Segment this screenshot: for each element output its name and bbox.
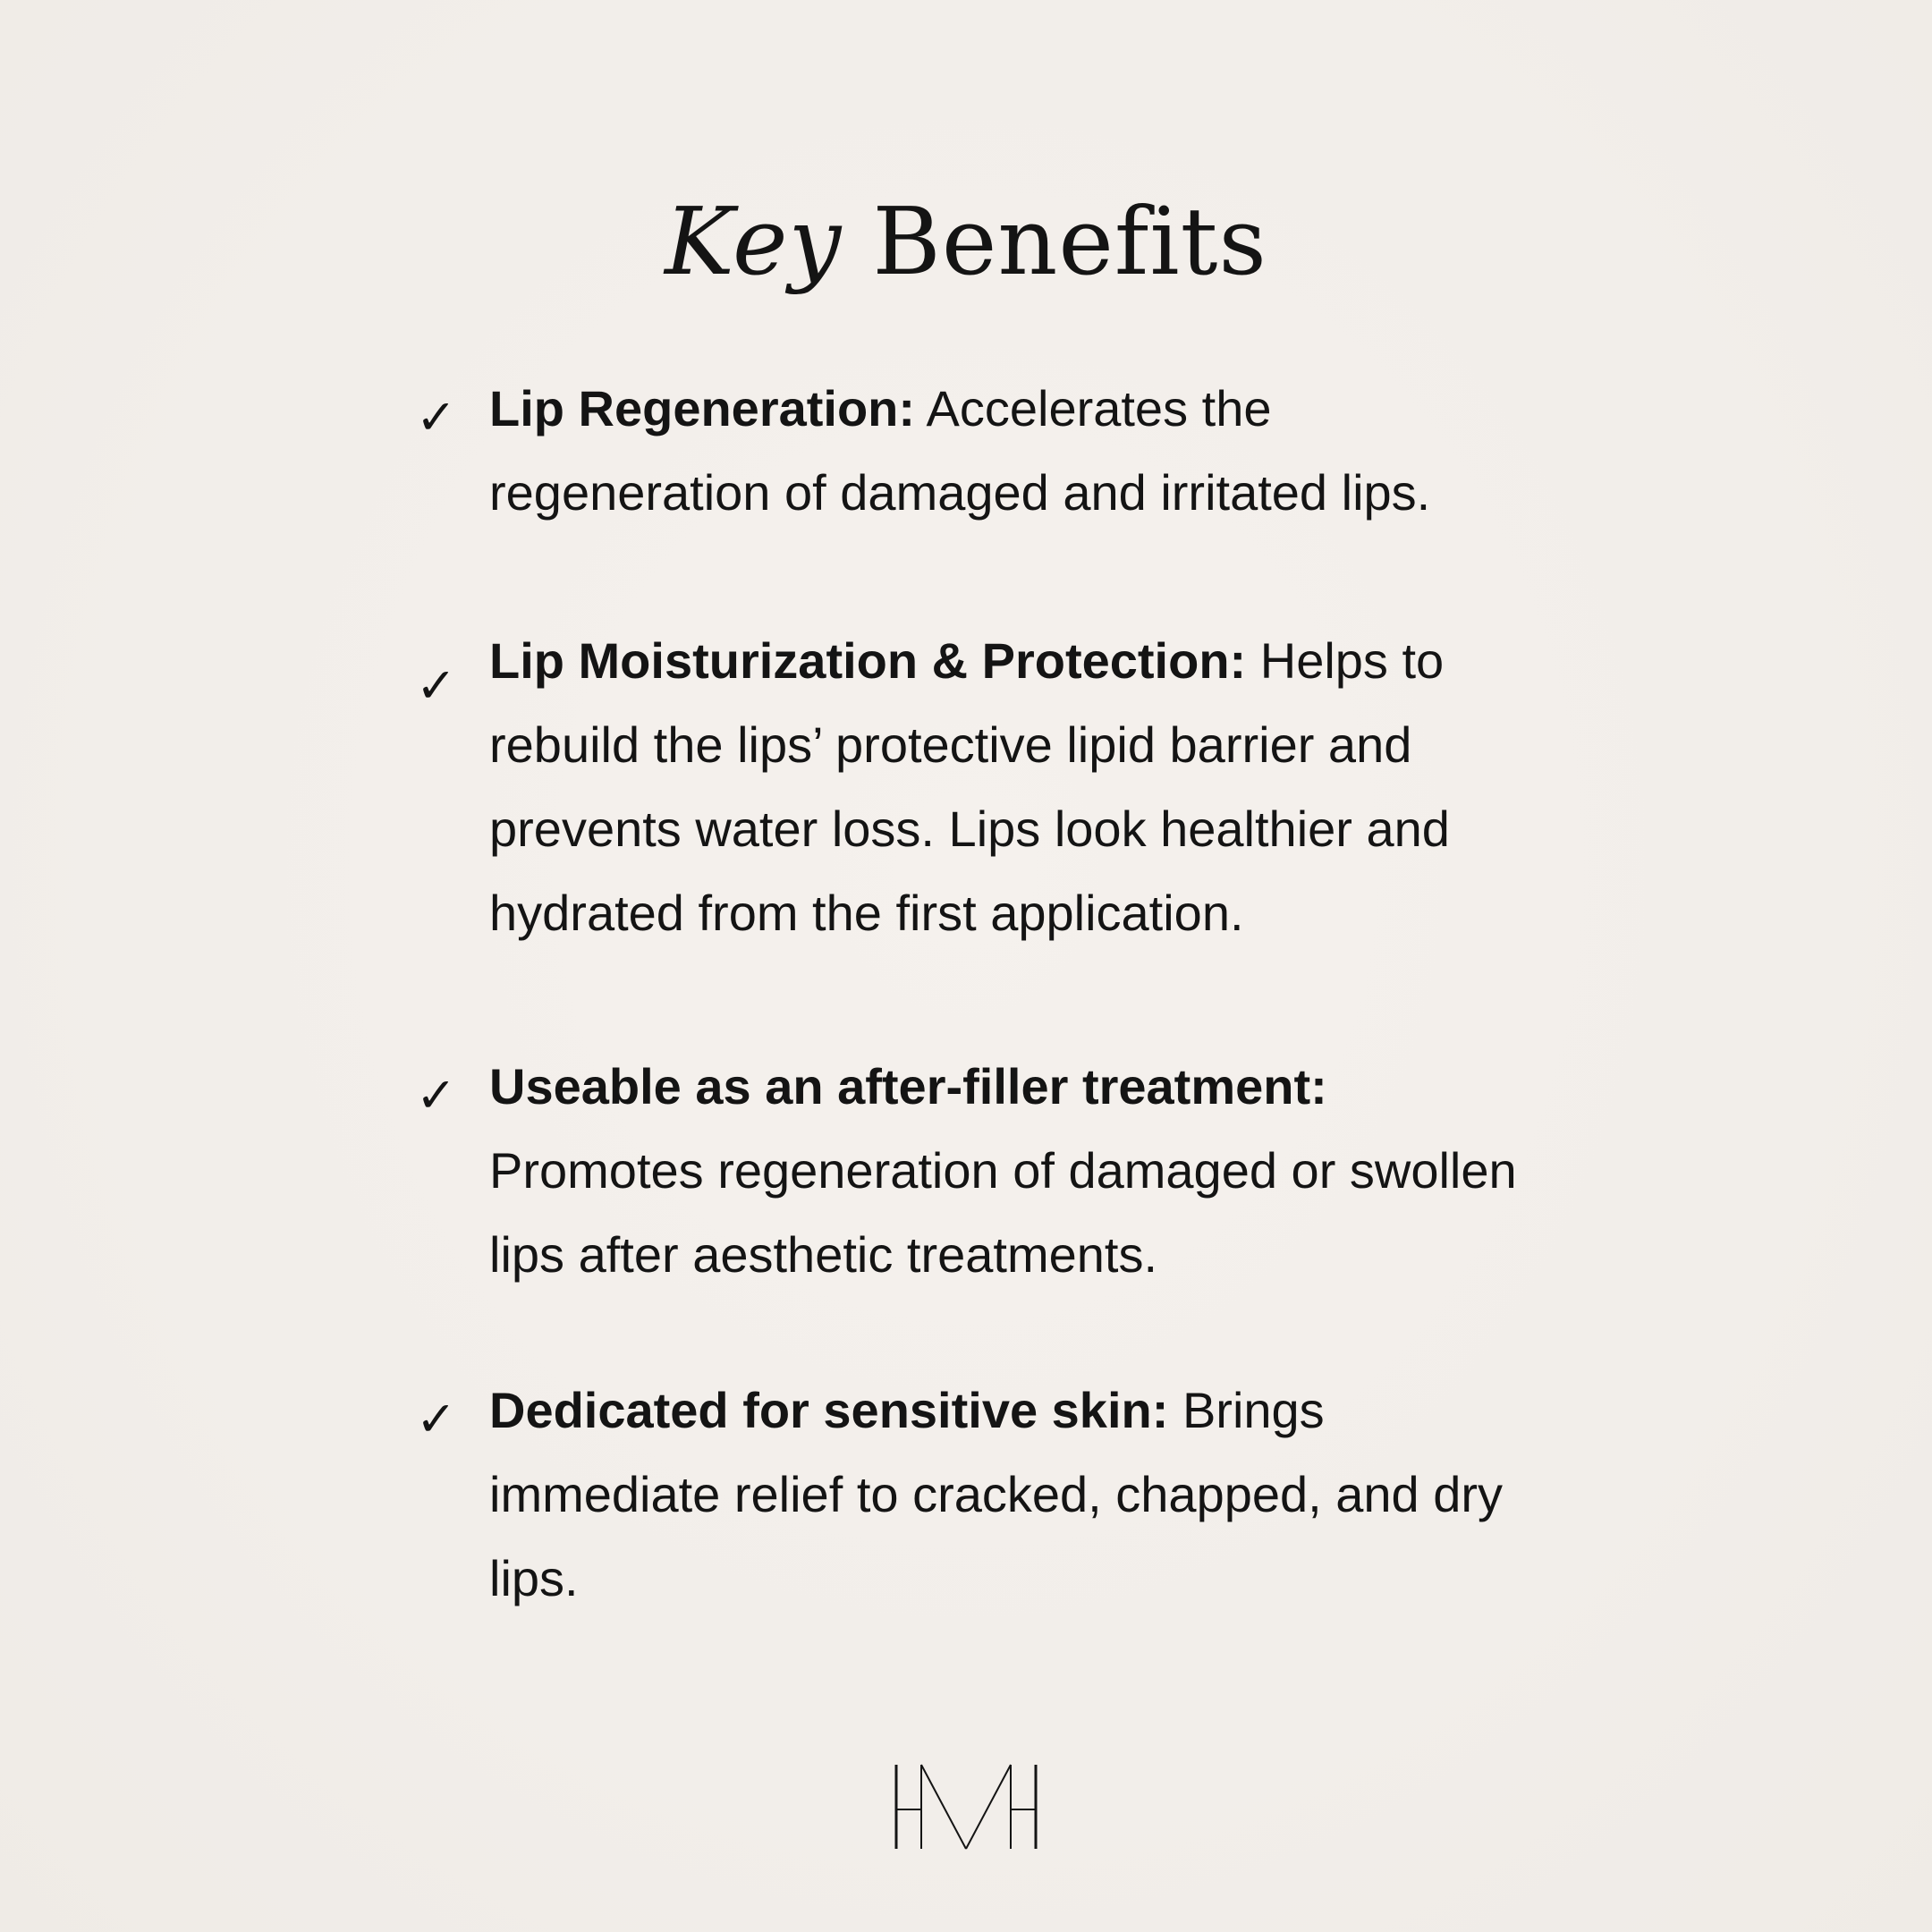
benefit-heading: Lip Regeneration:	[489, 380, 916, 436]
benefit-text	[489, 1045, 1527, 1297]
checkmark-icon: ✓	[416, 1391, 457, 1447]
title-italic-word: Key	[665, 187, 843, 296]
benefit-text	[489, 1368, 1527, 1621]
benefit-text	[489, 619, 1527, 955]
benefit-heading: Lip Moisturization & Protection:	[489, 632, 1247, 689]
benefit-heading: Dedicated for sensitive skin:	[489, 1382, 1169, 1438]
checkmark-icon: ✓	[416, 657, 457, 714]
benefit-heading: Useable as an after-filler treatment:	[489, 1058, 1327, 1114]
title-word: Benefits	[872, 187, 1267, 296]
benefit-description: Accelerates the regeneration of damaged and irritated lips.	[489, 380, 1431, 521]
benefit-text	[489, 367, 1527, 535]
checkmark-icon: ✓	[416, 1067, 457, 1123]
monogram-logo	[859, 1758, 1073, 1856]
benefit-description: Brings immediate relief to cracked, chapped, and dry lips.	[489, 1382, 1504, 1606]
benefit-description: Helps to rebuild the lips’ protective lipid barrier and prevents water loss. Lips look healthier and hydrated from the first application.	[489, 632, 1450, 941]
benefit-description: Promotes regeneration of damaged or swollen lips after aesthetic treatments.	[489, 1142, 1517, 1283]
checkmark-icon: ✓	[416, 389, 457, 445]
page-title	[0, 183, 1932, 300]
